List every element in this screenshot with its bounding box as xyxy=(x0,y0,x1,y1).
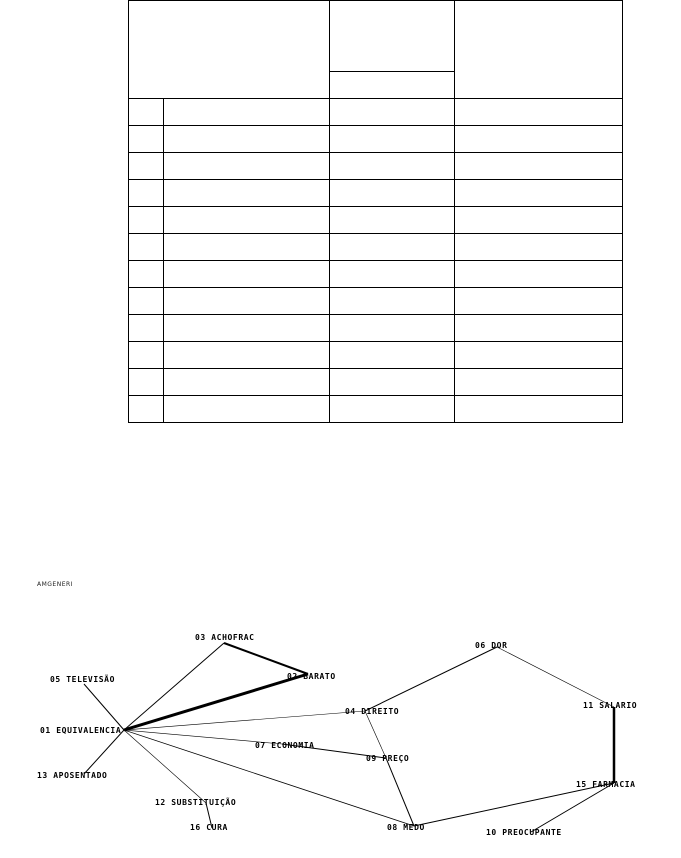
table-cell xyxy=(129,234,164,261)
table-cell xyxy=(164,369,330,396)
table-cell xyxy=(164,234,330,261)
node-label-n03: 03 ACHOFRAC xyxy=(195,633,255,642)
table-row xyxy=(129,396,623,423)
table-row xyxy=(129,180,623,207)
table-row xyxy=(129,234,623,261)
node-label-n16: 16 CURA xyxy=(190,823,228,832)
edge-n15-n10 xyxy=(531,783,614,832)
table-cell xyxy=(164,315,330,342)
table-cell xyxy=(164,396,330,423)
node-label-n06: 06 DOR xyxy=(475,641,508,650)
edge-n01-n03 xyxy=(124,643,224,730)
table-cell xyxy=(330,99,455,126)
table-cell xyxy=(455,234,623,261)
edge-n15-n08 xyxy=(414,783,614,826)
node-label-n10: 10 PREOCUPANTE xyxy=(486,828,562,837)
table-row xyxy=(129,207,623,234)
table-cell xyxy=(455,180,623,207)
table-cell xyxy=(129,180,164,207)
table-row xyxy=(129,288,623,315)
table-header-cell xyxy=(455,1,623,99)
table-cell xyxy=(330,342,455,369)
edge-n09-n08 xyxy=(386,758,414,826)
table-header-cell xyxy=(330,1,455,72)
table-cell xyxy=(129,153,164,180)
table-cell xyxy=(330,234,455,261)
table-cell xyxy=(164,342,330,369)
table-cell xyxy=(330,288,455,315)
table-cell xyxy=(129,342,164,369)
table-cell xyxy=(129,396,164,423)
table-cell xyxy=(455,153,623,180)
table-cell xyxy=(164,207,330,234)
table-cell xyxy=(129,288,164,315)
table-header-row xyxy=(129,1,623,72)
table-cell xyxy=(129,315,164,342)
graph-caption: AMGENERI xyxy=(37,581,73,588)
table-cell xyxy=(330,126,455,153)
node-label-n05: 05 TELEVISÃO xyxy=(50,675,115,684)
table-cell xyxy=(455,315,623,342)
table-cell xyxy=(129,261,164,288)
table-cell xyxy=(129,207,164,234)
table-cell xyxy=(164,153,330,180)
edge-n06-n11 xyxy=(497,647,614,707)
node-label-n11: 11 SALARIO xyxy=(583,701,638,710)
table-cell xyxy=(455,99,623,126)
table-cell xyxy=(129,126,164,153)
node-label-n01: 01 EQUIVALENCIA xyxy=(40,726,122,735)
table-cell xyxy=(455,396,623,423)
table-row xyxy=(129,126,623,153)
node-label-n08: 08 MEDO xyxy=(387,823,425,832)
table-header-cell xyxy=(129,1,330,99)
table-row xyxy=(129,315,623,342)
table-cell xyxy=(455,342,623,369)
table-row xyxy=(129,342,623,369)
word-network-graph xyxy=(0,600,681,858)
table-row xyxy=(129,261,623,288)
node-label-n09: 09 PREÇO xyxy=(366,754,410,763)
table-cell xyxy=(455,369,623,396)
edge-n01-n05 xyxy=(84,684,124,730)
node-label-n07: 07 ECONOMIA xyxy=(255,741,315,750)
table-cell xyxy=(164,99,330,126)
table-cell xyxy=(164,288,330,315)
node-label-n12: 12 SUBSTITUIÇÃO xyxy=(155,798,237,807)
node-label-n15: 15 FARMACIA xyxy=(576,780,636,789)
table-cell xyxy=(164,261,330,288)
edge-n04-n06 xyxy=(365,647,497,711)
edge-n01-n13 xyxy=(84,730,124,774)
table-row xyxy=(129,99,623,126)
edge-n03-n02 xyxy=(224,643,308,674)
edge-n01-n12 xyxy=(124,730,206,803)
table-cell xyxy=(330,369,455,396)
node-label-n02: 02 BARATO xyxy=(287,672,336,681)
table-cell xyxy=(330,180,455,207)
node-label-n04: 04 DIREITO xyxy=(345,707,400,716)
table-cell xyxy=(330,396,455,423)
table-cell xyxy=(164,126,330,153)
table-cell xyxy=(455,288,623,315)
table-cell xyxy=(330,153,455,180)
table-row xyxy=(129,153,623,180)
empty-table xyxy=(128,0,623,423)
table-cell xyxy=(455,207,623,234)
table-cell xyxy=(455,261,623,288)
table-cell xyxy=(164,180,330,207)
node-label-n13: 13 APOSENTADO xyxy=(37,771,108,780)
table-cell xyxy=(330,207,455,234)
table-cell xyxy=(455,126,623,153)
table-cell xyxy=(330,261,455,288)
edge-n01-n02 xyxy=(124,674,308,730)
table-cell xyxy=(129,369,164,396)
edge-n04-n09 xyxy=(365,711,386,758)
table-cell xyxy=(330,315,455,342)
table-cell xyxy=(129,99,164,126)
table-header-cell xyxy=(330,72,455,99)
table-row xyxy=(129,369,623,396)
